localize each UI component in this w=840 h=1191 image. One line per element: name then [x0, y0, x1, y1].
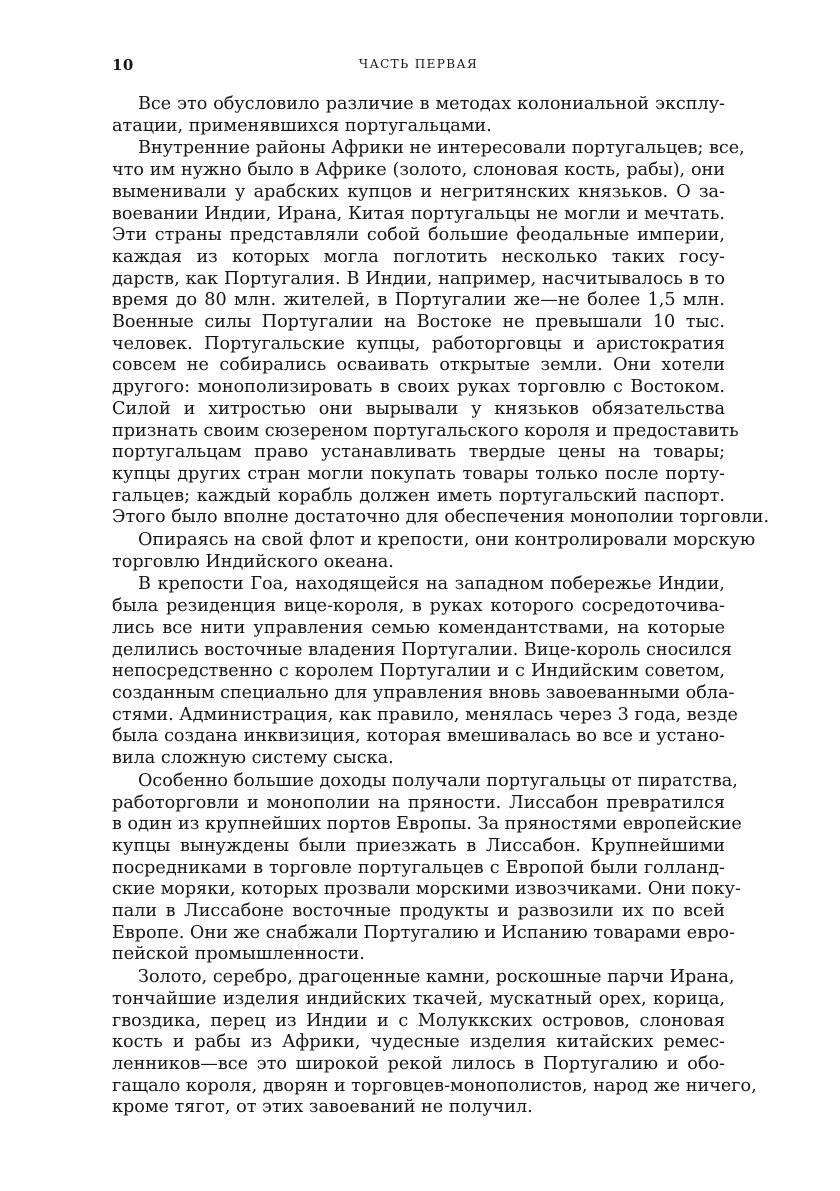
text-line: гвоздика, перец из Индии и с Молуккских островов, слоновая — [112, 1010, 725, 1031]
text-line: Военные силы Португалии на Востоке не превышали 10 тыс. — [112, 312, 725, 333]
text-line: атации, применявшихся португальцами. — [112, 115, 492, 136]
text-line: непосредственно с королем Португалии и с Индийским советом, — [112, 661, 725, 682]
text-line: стями. Администрация, как правило, менялась через 3 года, везде — [112, 704, 738, 725]
text-line: воевании Индии, Ирана, Китая португальцы не могли и мечтать. — [112, 203, 725, 224]
text-line: тончайшие изделия индийских ткачей, мускатный орех, корица, — [112, 988, 725, 1009]
text-line: ские моряки, которых прозвали морскими извозчиками. Они поку- — [112, 879, 741, 900]
text-line: посредниками в торговле португальцев с Европой были голланд- — [112, 857, 725, 878]
text-line: делились восточные владения Португалии. Вице-король сносился — [112, 639, 732, 660]
paragraph — [112, 530, 756, 573]
text-line: человек. Португальские купцы, работорговцы и аристократия — [112, 333, 725, 354]
text-line: Опираясь на свой флот и крепости, они контролировали морскую — [138, 530, 756, 551]
page-header — [112, 56, 725, 76]
text-line: дарств, как Португалия. В Индии, например, насчитывалось в то — [112, 268, 725, 289]
body-text — [112, 94, 770, 1120]
text-line: Европе. Они же снабжали Португалию и Испанию товарами евро- — [112, 922, 735, 943]
text-line: выменивали у арабских купцов и негритянских князьков. О за- — [112, 181, 725, 202]
text-line: гащало короля, дворян и торговцев-монополистов, народ же ничего, — [112, 1075, 757, 1096]
text-line: купцы вынуждены были приезжать в Лиссабон. Крупнейшими — [112, 835, 725, 856]
paragraph — [112, 138, 770, 529]
text-line: совсем не собирались осваивать открытые земли. Они хотели — [112, 355, 725, 376]
text-line: время до 80 млн. жителей, в Португалии же—не более 1,5 млн. — [112, 290, 725, 311]
text-line: кроме тягот, от этих завоеваний не получил. — [112, 1097, 533, 1118]
text-line: признать своим сюзереном португальского короля и предоставить — [112, 420, 739, 441]
paragraph — [112, 94, 725, 137]
text-line: в один из крупнейших портов Европы. За пряностями европейские — [112, 814, 742, 835]
text-line: была резиденция вице-короля, в руках которого сосредоточива- — [112, 596, 725, 617]
paragraph — [112, 770, 742, 966]
text-line: торговлю Индийского океана. — [112, 551, 394, 572]
text-line: вила сложную систему сыска. — [112, 748, 394, 769]
text-line: Все это обусловило различие в методах колониальной эксплу- — [138, 94, 725, 114]
text-line: португальцам право устанавливать твердые цены на товары; — [112, 442, 725, 463]
paragraph — [112, 967, 757, 1119]
paragraph — [112, 574, 738, 769]
text-line: Силой и хитростью они вырывали у князьков обязательства — [112, 398, 725, 419]
text-line: ленников—все это широкой рекой лилось в Португалию и обо- — [112, 1053, 725, 1074]
text-line: Золото, серебро, драгоценные камни, роскошные парчи Ирана, — [138, 967, 735, 988]
text-line: лись все нити управления семью комендантствами, на которые — [112, 617, 725, 638]
text-line: В крепости Гоа, находящейся на западном побережье Индии, — [138, 574, 725, 595]
running-title: ЧАСТЬ ПЕРВАЯ — [358, 57, 479, 71]
text-line: пали в Лиссабоне восточные продукты и развозили их по всей — [112, 901, 725, 922]
text-line: пейской промышленности. — [112, 944, 365, 965]
text-line: купцы других стран могли покупать товары только после порту- — [112, 463, 725, 484]
text-line: что им нужно было в Африке (золото, слоновая кость, рабы), они — [112, 160, 725, 181]
text-line: гальцев; каждый корабль должен иметь португальский паспорт. — [112, 485, 725, 506]
text-line: была создана инквизиция, которая вмешивалась во все и устано- — [112, 726, 725, 747]
text-line: Этого было вполне достаточно для обеспечения монополии торговли. — [112, 507, 770, 528]
text-line: Внутренние районы Африки не интересовали португальцев; все, — [138, 138, 745, 159]
text-line: другого: монополизировать в своих руках торговлю с Востоком. — [112, 377, 725, 398]
text-line: кость и рабы из Африки, чудесные изделия китайских ремес- — [112, 1032, 725, 1053]
text-line: работорговли и монополии на пряности. Лиссабон превратился — [112, 792, 725, 813]
text-line: Особенно большие доходы получали португальцы от пиратства, — [138, 770, 738, 791]
page-number: 10 — [112, 56, 134, 74]
text-line: каждая из которых могла поглотить несколько таких госу- — [112, 246, 725, 267]
text-line: созданным специально для управления вновь завоеванными обла- — [112, 682, 735, 703]
text-line: Эти страны представляли собой большие феодальные империи, — [112, 225, 725, 246]
